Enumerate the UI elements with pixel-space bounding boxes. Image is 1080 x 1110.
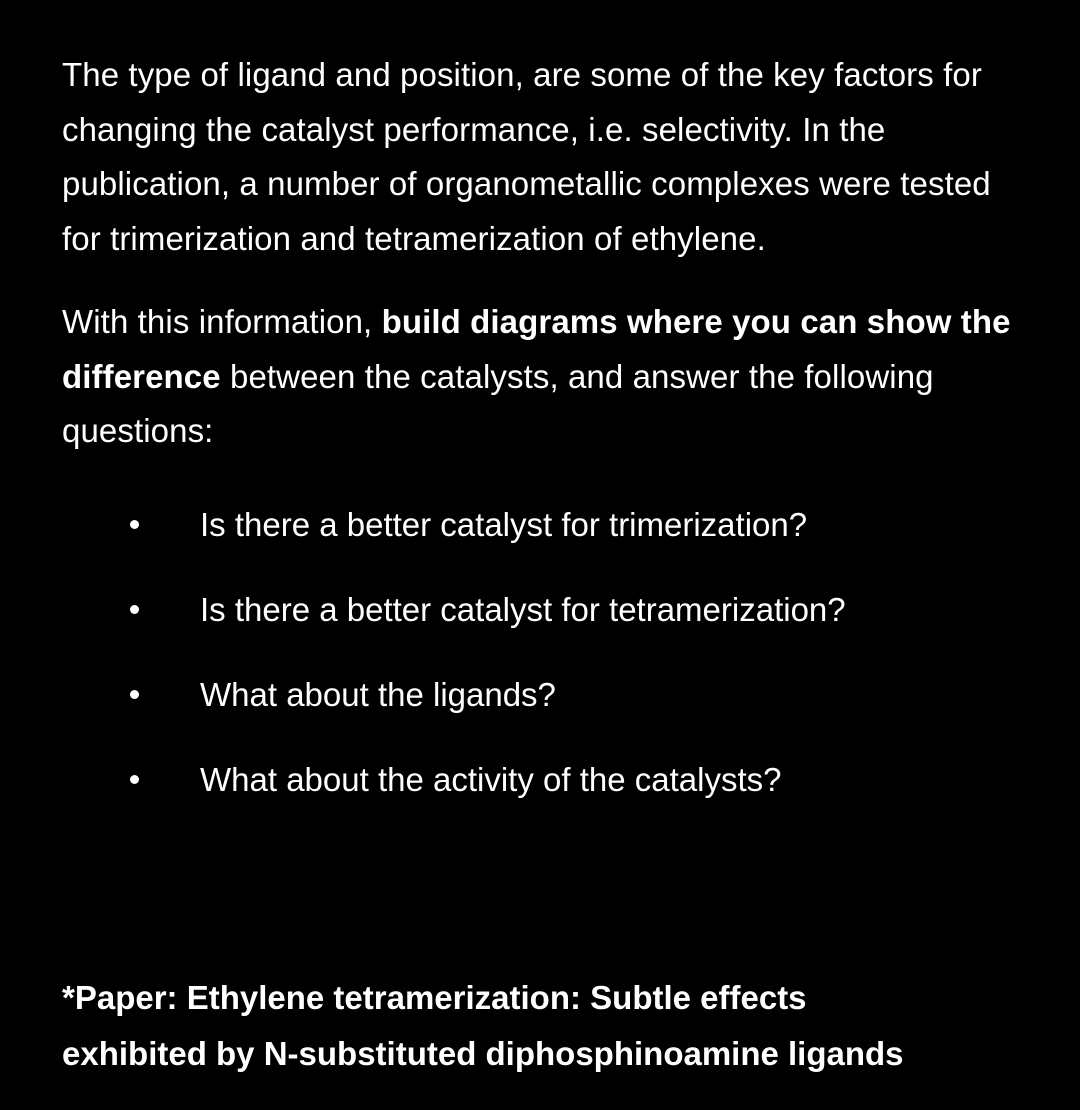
list-item: [62, 675, 1018, 715]
list-item: [62, 760, 1018, 800]
bullet-icon: [130, 520, 139, 529]
bullet-icon: [130, 775, 139, 784]
paper-reference-line-2: exhibited by N-substituted diphosphinoamine ligands: [62, 1035, 904, 1072]
question-text: What about the ligands?: [200, 675, 556, 713]
task-lead-text: With this information,: [62, 303, 382, 340]
bullet-icon: [130, 690, 139, 699]
bullet-icon: [130, 605, 139, 614]
paper-reference-line-1: *Paper: Ethylene tetramerization: Subtle effects: [62, 979, 807, 1016]
intro-paragraph: The type of ligand and position, are some of the key factors for changing the catalyst performance, i.e. selectivity. In the publication, a number of organometallic complexes were tested for trimerization and tetramerization of ethylene.: [62, 56, 991, 257]
question-list: [62, 505, 1018, 800]
list-item: [62, 590, 1018, 630]
paper-reference: [62, 970, 1022, 1082]
question-text: Is there a better catalyst for trimerization?: [200, 505, 808, 543]
task-bold-text: build diagrams where you can show the difference: [62, 303, 1011, 395]
question-text: What about the activity of the catalysts?: [200, 760, 782, 798]
question-text: Is there a better catalyst for tetramerization?: [200, 590, 846, 628]
task-paragraph: [62, 295, 1018, 459]
list-item: [62, 505, 1018, 545]
task-tail-text: between the catalysts, and answer the following questions:: [62, 357, 934, 449]
